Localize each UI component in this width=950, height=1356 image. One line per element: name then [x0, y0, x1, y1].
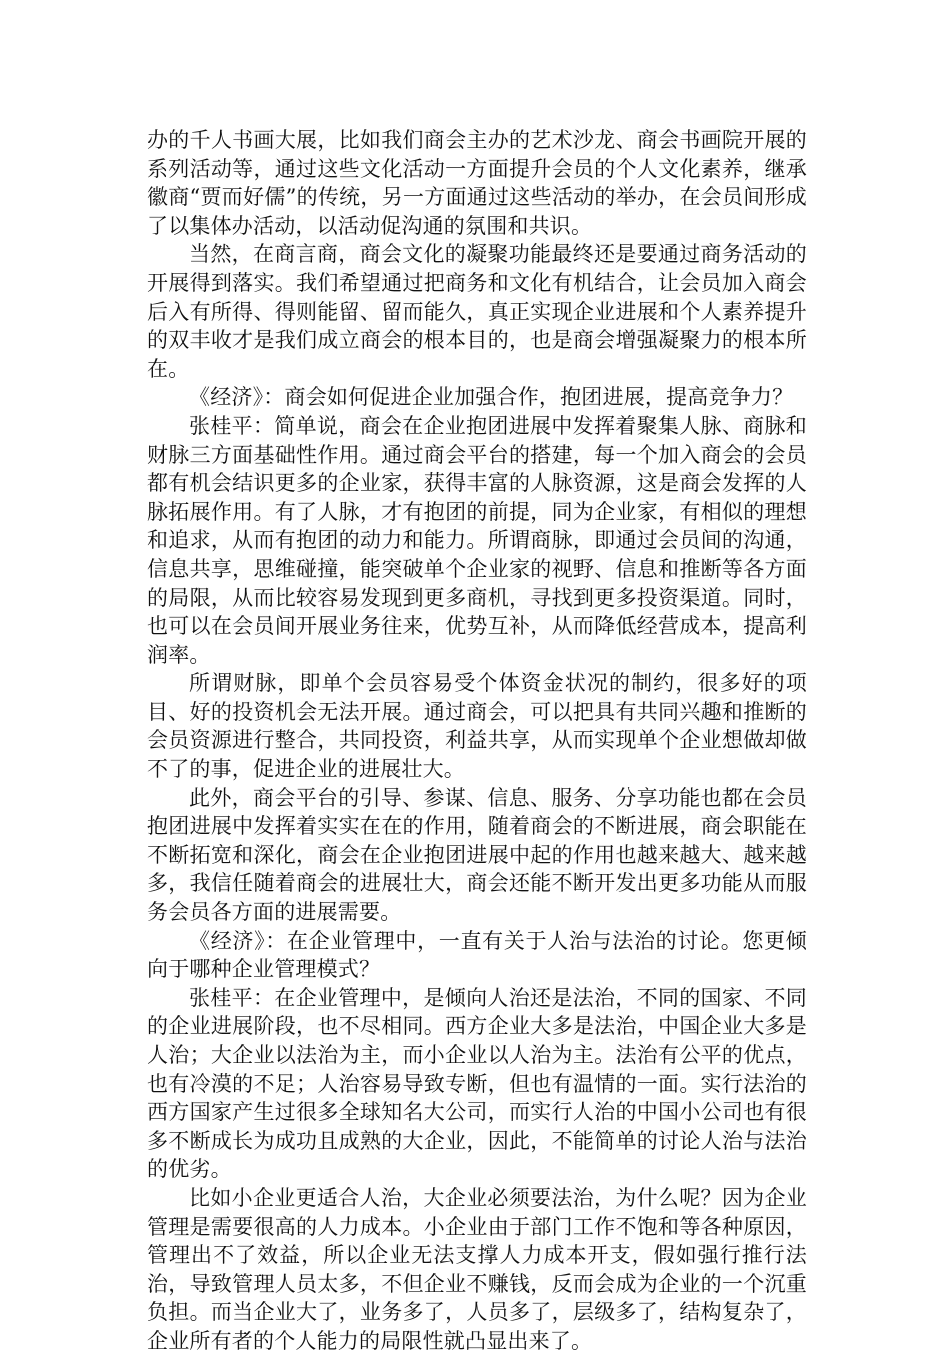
paragraph-2: 当然，在商言商，商会文化的凝聚功能最终还是要通过商务活动的开展得到落实。我们希望通过把商务和文化有机结合，让会员加入商会后入有所得、得则能留、留而能久，真正实现企业进展和个人素养提升的双丰收才是我们成立商会的根本目的，也是商会增强凝聚力的根本所在。: [147, 242, 807, 381]
paragraph-9: 比如小企业更适合人治，大企业必须要法治，为什么呢？因为企业管理是需要很高的人力成本。小企业由于部门工作不饱和等各种原因，管理出不了效益，所以企业无法支撑人力成本开支，假如强行推行法治，导致管理人员太多，不但企业不赚钱，反而会成为企业的一个沉重负担。而当企业大了，业务多了，人员多了，层级多了，结构复杂了，企业所有者的个人能力的局限性就凸显出来了。: [147, 1185, 807, 1353]
interview-answer-2: 张桂平：在企业管理中，是倾向人治还是法治，不同的国家、不同的企业进展阶段，也不尽相同。西方企业大多是法治，中国企业大多是人治；大企业以法治为主，而小企业以人治为主。法治有公平的优点，也有冷漠的不足；人治容易导致专断，但也有温情的一面。实行法治的西方国家产生过很多全球知名大公司，而实行人治的中国小公司也有很多不断成长为成功且成熟的大企业，因此，不能简单的讨论人治与法治的优劣。: [147, 985, 807, 1182]
paragraph-6: 此外，商会平台的引导、参谋、信息、服务、分享功能也都在会员抱团进展中发挥着实实在在的作用，随着商会的不断进展，商会职能在不断拓宽和深化，商会在企业抱团进展中起的作用也越来越大、越来越多，我信任随着商会的进展壮大，商会还能不断开发出更多功能从而服务会员各方面的进展需要。: [147, 785, 807, 925]
interview-question-1: 《经济》：商会如何促进企业加强合作，抱团进展，提高竞争力？: [189, 385, 794, 410]
paragraph-5: 所谓财脉，即单个会员容易受个体资金状况的制约，很多好的项目、好的投资机会无法开展。通过商会，可以把具有共同兴趣和推断的会员资源进行整合，共同投资，利益共享，从而实现单个企业想做却做不了的事，促进企业的进展壮大。: [147, 671, 807, 782]
interview-answer-1: 张桂平：简单说，商会在企业抱团进展中发挥着聚集人脉、商脉和财脉三方面基础性作用。通过商会平台的搭建，每一个加入商会的会员都有机会结识更多的企业家，获得丰富的人脉资源，这是商会发挥的人脉拓展作用。有了人脉，才有抱团的前提，同为企业家，有相似的理想和追求，从而有抱团的动力和能力。所谓商脉，即通过会员间的沟通，信息共享，思维碰撞，能突破单个企业家的视野、信息和推断等各方面的局限，从而比较容易发现到更多商机，寻找到更多投资渠道。同时，也可以在会员间开展业务往来，优势互补，从而降低经营成本，提高利润率。: [147, 413, 807, 667]
article-body: [147, 126, 807, 1356]
paragraph-1: 办的千人书画大展，比如我们商会主办的艺术沙龙、商会书画院开展的系列活动等，通过这些文化活动一方面提升会员的个人文化素养，继承徽商“贾而好儒”的传统，另一方面通过这些活动的举办，在会员间形成了以集体办活动，以活动促沟通的氛围和共识。: [147, 128, 807, 238]
interview-question-2: 《经济》：在企业管理中，一直有关于人治与法治的讨论。您更倾向于哪种企业管理模式？: [147, 928, 807, 982]
